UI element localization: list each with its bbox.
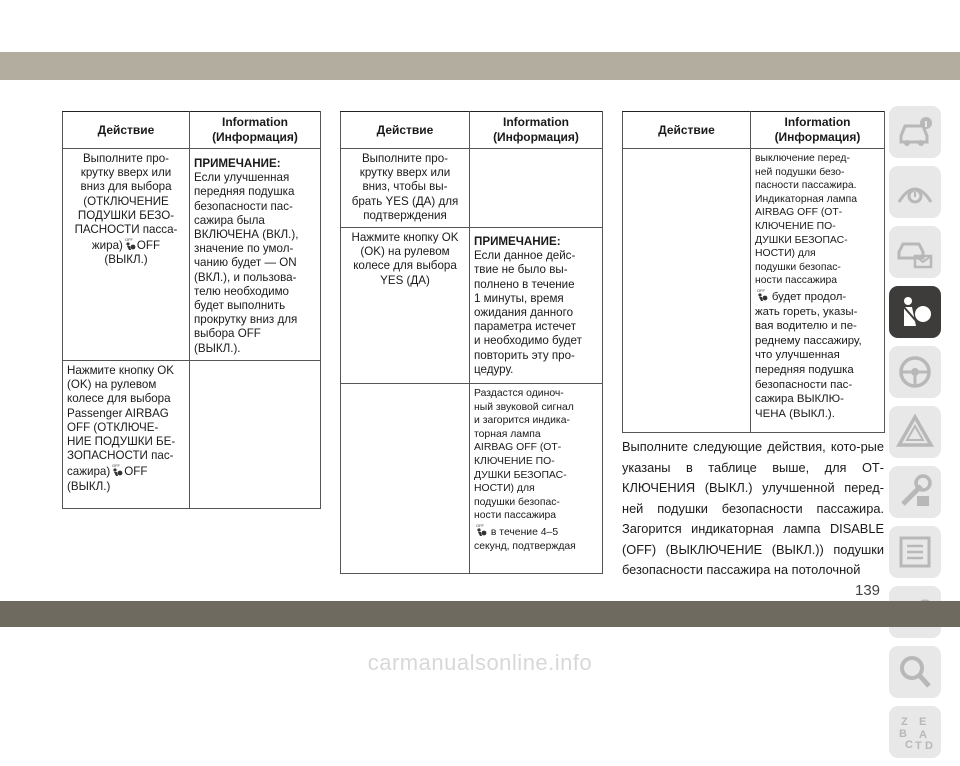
table-header-info: Information (Информация) xyxy=(470,112,603,149)
index-letter-z: Z xyxy=(901,716,908,728)
index-letter-d: D xyxy=(925,740,933,752)
dashboard-warning-icon xyxy=(895,172,935,212)
gauge-icon xyxy=(895,532,935,572)
airbag-off-icon xyxy=(755,288,769,303)
sidebar-item-dashboard[interactable] xyxy=(889,166,941,218)
svg-text:OFF: OFF xyxy=(476,522,484,528)
airbag-off-icon xyxy=(110,463,124,478)
car-message-icon xyxy=(895,232,935,272)
table-header-action: Действие xyxy=(623,112,751,149)
settings-table-2 xyxy=(340,111,603,574)
table-cell-info-empty xyxy=(190,361,321,509)
table-header-action: Действие xyxy=(341,112,470,149)
table-cell-info-empty xyxy=(470,149,603,228)
info-text-cont: будет продол- жать гореть, указы- вая водителю и пе- реднему пассажиру, что улучшенная передняя подушка безопасности пас- сажира ВЫКЛЮ- ЧЕНА (ВЫКЛ.). xyxy=(755,290,862,420)
index-letter-c: C xyxy=(905,739,913,751)
watermark: carmanualsonline.info xyxy=(367,650,593,675)
sidebar-item-servicing[interactable] xyxy=(889,466,941,518)
table-header-info: Information (Информация) xyxy=(751,112,885,149)
page-number: 139 xyxy=(855,582,881,599)
note-title: ПРИМЕЧАНИЕ: xyxy=(474,235,561,248)
table-header-action: Действие xyxy=(63,112,190,149)
table-cell-info xyxy=(190,149,321,361)
table-cell-info xyxy=(470,228,603,384)
note-text: Если данное дейс- твие не было вы- полнено в течение 1 минуты, время ожидания данного параметра истечет и необходимо будет повторить эту про- цедуру. xyxy=(474,249,582,376)
note-title: ПРИМЕЧАНИЕ: xyxy=(194,157,281,170)
svg-text:OFF: OFF xyxy=(757,287,765,293)
table-cell-action xyxy=(63,149,190,361)
header-band xyxy=(0,52,960,80)
table-cell-action-empty xyxy=(623,149,751,433)
table-cell-info xyxy=(751,149,885,433)
note-text: Если улучшенная передняя подушка безопасности пас- сажира была ВКЛЮЧЕНА (ВКЛ.), значение по умол- чанию будет — ON (ВКЛ.), и пользова- телю необходимо будет выполнить прокрутку вниз для выбора OFF (ВЫКЛ.). xyxy=(194,171,299,355)
info-text: Раздастся одиноч- ный звуковой сигнал и загорится индика- торная лампа AIRBAG OFF (ОТ- КЛЮЧЕНИЕ ПО- ДУШКИ БЕЗОПАС- НОСТИ) для подушки безопас- ности пассажира xyxy=(474,388,574,522)
airbag-seatbelt-icon xyxy=(895,292,935,332)
index-letter-a: A xyxy=(919,729,927,741)
sidebar-item-index[interactable] xyxy=(889,706,941,758)
car-info-icon xyxy=(895,112,935,152)
table-cell-info xyxy=(470,384,603,574)
sidebar-item-safety[interactable] xyxy=(889,286,941,338)
steering-wheel-icon xyxy=(895,352,935,392)
sidebar-item-driving[interactable] xyxy=(889,346,941,398)
info-text-cont: в течение 4–5 секунд, подтверждая xyxy=(474,526,576,552)
tools-icon xyxy=(895,472,935,512)
sidebar-item-messages[interactable] xyxy=(889,226,941,278)
table-cell-action-empty xyxy=(341,384,470,574)
action-text-off: OFF (ВЫКЛ.) xyxy=(104,239,161,267)
table-cell-action xyxy=(63,361,190,509)
svg-text:OFF: OFF xyxy=(124,237,133,243)
sidebar-item-emergency[interactable] xyxy=(889,406,941,458)
action-text: Выполните про- крутку вверх или вниз для выбора (ОТКЛЮЧЕНИЕ ПОДУШКИ БЕЗО- ПАСНОСТИ пасса- жира) xyxy=(74,152,178,253)
settings-table-3 xyxy=(622,111,885,433)
table-cell-action: Выполните про- крутку вверх или вниз, чтобы вы- брать YES (ДА) для подтверждения xyxy=(341,149,470,228)
table-cell-action: Нажмите кнопку OK (OK) на рулевом колесе для выбора YES (ДА) xyxy=(341,228,470,384)
sidebar-item-specifications[interactable] xyxy=(889,526,941,578)
airbag-off-icon xyxy=(474,523,488,538)
svg-text:OFF: OFF xyxy=(112,463,121,469)
index-letter-e: E xyxy=(919,716,927,728)
action-text-off: OFF (ВЫКЛ.) xyxy=(67,465,148,493)
info-text: выключение перед- ней подушки безо- пасности пассажира. Индикаторная лампа AIRBAG OFF (ОТ- КЛЮЧЕНИЕ ПО- ДУШКИ БЕЗОПАС- НОСТИ) для подушки безопас- ности пассажира xyxy=(755,153,858,287)
footer-band xyxy=(0,601,960,627)
sidebar-item-vehicle-info[interactable] xyxy=(889,106,941,158)
body-paragraph: Выполните следующие действия, кото-рые указаны в таблице выше, для ОТ-КЛЮЧЕНИЯ (ВЫКЛ.) улучшенной перед-ней подушки безопасности пассажира. Загорится индикаторная лампа DISABLE (OFF) (ВЫКЛЮЧЕНИЕ (ВЫКЛ.)) подушки безопасности пассажира на потолочной xyxy=(622,439,884,577)
index-letters-icon xyxy=(895,712,935,752)
index-letter-b: B xyxy=(899,728,907,740)
airbag-off-icon xyxy=(123,237,137,252)
warning-triangle-icon xyxy=(895,412,935,452)
action-text: Нажмите кнопку OK (OK) на рулевом колесе для выбора Passenger AIRBAG OFF (ОТКЛЮЧЕ- НИЕ ПОДУШКИ БЕ- ЗОПАСНОСТИ пас- сажира) xyxy=(67,364,176,479)
settings-table-1 xyxy=(62,111,321,509)
table-header-info: Information (Информация) xyxy=(190,112,321,149)
index-letter-t: T xyxy=(915,740,922,752)
